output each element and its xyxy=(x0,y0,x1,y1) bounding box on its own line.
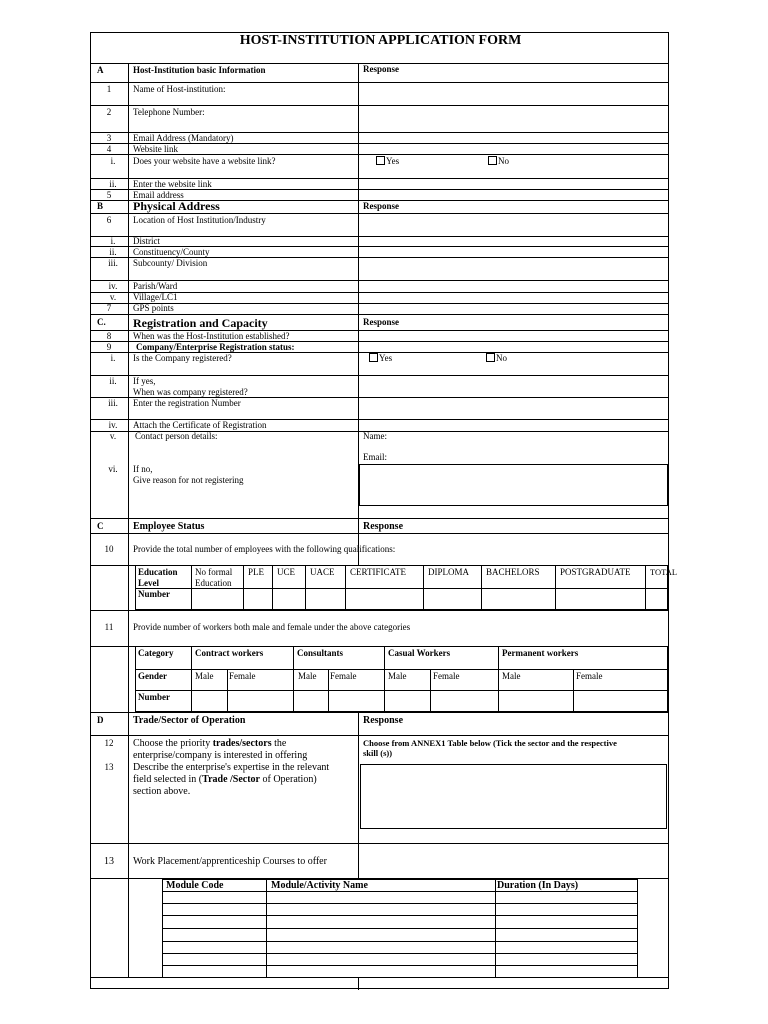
row-number: ii. xyxy=(109,376,117,386)
section-d-code: D xyxy=(97,715,104,725)
registered-yes-option[interactable]: Yes xyxy=(369,353,392,364)
row-number: v. xyxy=(109,431,117,441)
gender-label: Gender xyxy=(138,671,167,681)
enter-website-label: Enter the website link xyxy=(133,179,212,189)
website-question-label: Does your website have a website link? xyxy=(133,156,276,166)
row-number: iv. xyxy=(108,281,118,291)
form-title: HOST-INSTITUTION APPLICATION FORM xyxy=(239,33,522,48)
checkbox-icon[interactable] xyxy=(376,156,385,165)
row-number: 7 xyxy=(106,303,112,313)
row-number: iii. xyxy=(108,398,118,408)
contact-name-label: Name: xyxy=(363,431,387,441)
edu-col-ple: PLE xyxy=(248,567,265,577)
row-number: 10 xyxy=(104,544,114,554)
section-c-heading: Registration and Capacity xyxy=(133,316,268,330)
row-number: ii. xyxy=(109,247,117,257)
annex-instruction: Choose from ANNEX1 Table below (Tick the sector and the respective xyxy=(363,738,617,748)
row-number: 13 xyxy=(104,762,114,772)
female-label: Female xyxy=(433,671,460,681)
row-number: 9 xyxy=(106,342,112,352)
workers-label: Provide number of workers both male and female under the above categories xyxy=(133,622,411,632)
section-employee-code: C xyxy=(97,521,104,531)
registration-number-label: Enter the registration Number xyxy=(133,398,241,408)
checkbox-icon[interactable] xyxy=(488,156,497,165)
expertise-label: Describe the enterprise's expertise in the relevant xyxy=(133,762,330,773)
section-a-code: A xyxy=(97,65,104,75)
female-label: Female xyxy=(330,671,357,681)
email-mandatory-label: Email Address (Mandatory) xyxy=(133,133,234,143)
casual-workers-header: Casual Workers xyxy=(388,648,451,658)
contact-email-label: Email: xyxy=(363,452,387,462)
row-number: iv. xyxy=(108,420,118,430)
module-code-header: Module Code xyxy=(166,880,224,891)
section-b-heading: Physical Address xyxy=(133,199,220,213)
male-label: Male xyxy=(298,671,317,681)
website-no-option[interactable]: No xyxy=(488,156,509,167)
section-a-heading: Host-Institution basic Information xyxy=(133,65,266,75)
gps-label: GPS points xyxy=(133,303,174,313)
workers-number-label: Number xyxy=(138,692,170,702)
priority-trades-label: Choose the priority trades/sectors the xyxy=(133,738,287,749)
edu-col-uace: UACE xyxy=(310,567,335,577)
checkbox-icon[interactable] xyxy=(369,353,378,362)
established-label: When was the Host-Institution established? xyxy=(133,331,290,341)
male-label: Male xyxy=(195,671,214,681)
row-number: i. xyxy=(110,236,116,246)
row-number: 12 xyxy=(104,738,114,748)
if-no-label: If no, xyxy=(133,464,153,474)
telephone-label: Telephone Number: xyxy=(133,107,205,117)
registration-status-label: Company/Enterprise Registration status: xyxy=(136,342,295,352)
section-employee-heading: Employee Status xyxy=(133,521,205,532)
contract-workers-header: Contract workers xyxy=(195,648,264,658)
section-b-response: Response xyxy=(363,201,400,211)
edu-col-uce: UCE xyxy=(277,567,295,577)
district-label: District xyxy=(133,236,160,246)
row-number: 1 xyxy=(106,84,112,94)
courses-label: Work Placement/apprenticeship Courses to offer xyxy=(133,856,327,867)
row-number: i. xyxy=(110,353,116,363)
subcounty-label: Subcounty/ Division xyxy=(133,258,208,268)
edu-col-bachelors: BACHELORS xyxy=(486,567,540,577)
expertise-label-line3: section above. xyxy=(133,786,191,797)
section-d-response: Response xyxy=(363,715,404,726)
no-formal-header: No formal Education xyxy=(195,567,233,588)
constituency-label: Constituency/County xyxy=(133,247,210,257)
row-number: 3 xyxy=(106,133,112,143)
when-registered-label: When was company registered? xyxy=(133,387,248,397)
consultants-header: Consultants xyxy=(297,648,344,658)
row-number: 11 xyxy=(104,622,114,632)
reason-textarea[interactable] xyxy=(359,464,668,506)
row-number: vi. xyxy=(108,464,118,474)
row-number: i. xyxy=(110,156,116,166)
expertise-label-line2: field selected in (Trade /Sector of Operation) xyxy=(133,774,317,785)
email-address-label: Email address xyxy=(133,190,184,200)
contact-person-label: Contact person details: xyxy=(135,431,218,441)
row-number: v. xyxy=(109,292,117,302)
registered-question-label: Is the Company registered? xyxy=(133,353,232,363)
village-label: Village/LC1 xyxy=(133,292,178,302)
qualifications-label: Provide the total number of employees with the following qualifications: xyxy=(133,544,396,554)
female-label: Female xyxy=(576,671,603,681)
edu-col-certificate: CERTIFICATE xyxy=(350,567,406,577)
expertise-textarea[interactable] xyxy=(360,764,667,829)
website-yes-option[interactable]: Yes xyxy=(376,156,399,167)
female-label: Female xyxy=(229,671,256,681)
section-c-response: Response xyxy=(363,317,400,327)
row-number: 8 xyxy=(106,331,112,341)
reason-label: Give reason for not registering xyxy=(133,475,244,485)
section-d-heading: Trade/Sector of Operation xyxy=(133,715,246,726)
host-name-label: Name of Host-institution: xyxy=(133,84,226,94)
workers-category-header: Category xyxy=(138,648,174,658)
form-frame xyxy=(90,32,678,989)
section-employee-response: Response xyxy=(363,521,404,532)
annex-instruction-line2: skill (s)) xyxy=(363,748,393,758)
male-label: Male xyxy=(388,671,407,681)
permanent-workers-header: Permanent workers xyxy=(502,648,579,658)
male-label: Male xyxy=(502,671,521,681)
row-number: ii. xyxy=(109,179,117,189)
certificate-label: Attach the Certificate of Registration xyxy=(133,420,267,430)
location-label: Location of Host Institution/Industry xyxy=(133,215,266,225)
duration-header: Duration (In Days) xyxy=(497,880,579,891)
row-number: 5 xyxy=(106,190,112,200)
education-number-label: Number xyxy=(138,589,170,599)
section-b-code: B xyxy=(97,201,104,211)
edu-col-postgraduate: POSTGRADUATE xyxy=(560,567,631,577)
edu-col-total: TOTAL xyxy=(650,567,678,577)
section-c-code: C. xyxy=(97,317,106,327)
row-number: 6 xyxy=(106,215,112,225)
priority-trades-label-line2: enterprise/company is interested in offering xyxy=(133,750,308,761)
row-number: iii. xyxy=(108,258,118,268)
website-link-label: Website link xyxy=(133,144,179,154)
education-header: Education Level xyxy=(138,567,178,588)
row-number: 4 xyxy=(106,144,112,154)
parish-label: Parish/Ward xyxy=(133,281,178,291)
module-name-header: Module/Activity Name xyxy=(271,880,368,891)
edu-col-diploma: DIPLOMA xyxy=(428,567,470,577)
registered-no-option[interactable]: No xyxy=(486,353,507,364)
if-yes-label: If yes, xyxy=(133,376,156,386)
row-number: 13 xyxy=(104,856,114,867)
section-a-response: Response xyxy=(363,64,400,74)
row-number: 2 xyxy=(106,107,112,117)
checkbox-icon[interactable] xyxy=(486,353,495,362)
